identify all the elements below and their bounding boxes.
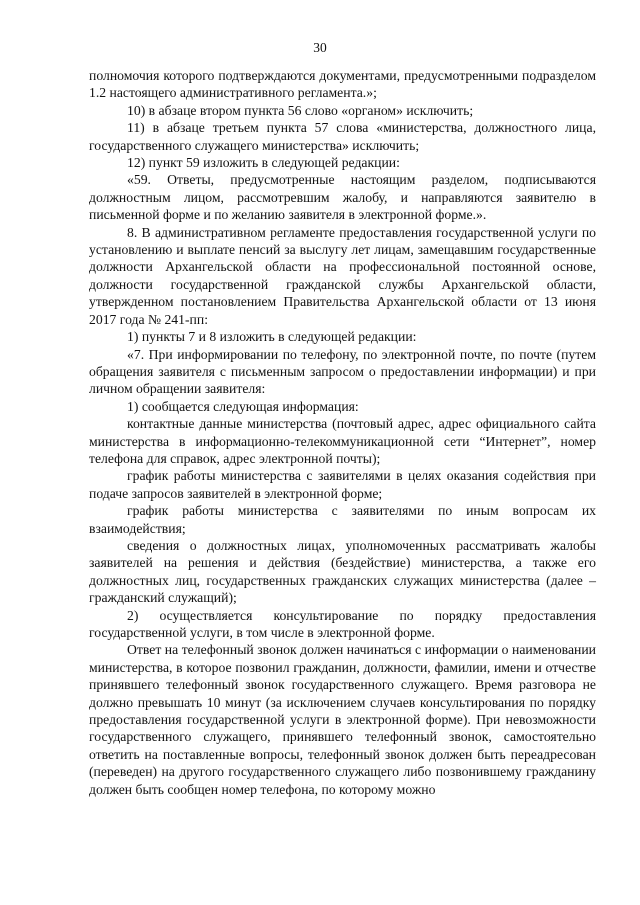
paragraph: «59. Ответы, предусмотренные настоящим разделом, подписываются должностным лицом, рассмотревшим жалобу, и направляются заявителю в письменной форме и по желанию заявителя в электронной форме.». xyxy=(89,172,596,223)
paragraph: сведения о должностных лицах, уполномоченных рассматривать жалобы заявителей на решения и действия (бездействие) министерства, а также его должностных лиц, государственных гражданских служащих министерства (далее – гражданский служащий); xyxy=(89,537,596,606)
paragraph: график работы министерства с заявителями в целях оказания содействия при подаче запросов заявителей в электронной форме; xyxy=(89,468,596,501)
paragraph: 1) сообщается следующая информация: xyxy=(127,398,359,414)
paragraph: контактные данные министерства (почтовый адрес, адрес официального сайта министерства в информационно-телекоммуникационной сети “Интернет”, номер телефона для справок, адрес электронной почты); xyxy=(89,416,596,466)
document-body xyxy=(89,67,596,798)
paragraph: «7. При информировании по телефону, по электронной почте, по почте (путем обращения заявителя с письменным запросом о предоставлении информации) и при личном обращении заявителя: xyxy=(89,346,596,397)
paragraph: 11) в абзаце третьем пункта 57 слова «министерства, должностного лица, государственного служащего министерства» исключить; xyxy=(89,120,596,153)
paragraph: 8. В административном регламенте предоставления государственной услуги по установлению и выплате пенсий за выслугу лет лицам, замещавшим государственные должности Архангельской области на профессиональной постоянной основе, должности государственной гражданской службы Архангельской области, утвержденном постановлением Правительства Архангельской области от 13 июня 2017 года № 241-пп: xyxy=(89,224,596,327)
paragraph: 2) осуществляется консультирование по порядку предоставления государственной услуги, в том числе в электронной форме. xyxy=(89,607,596,640)
paragraph: 10) в абзаце втором пункта 56 слово «органом» исключить; xyxy=(127,102,474,118)
paragraph: полномочия которого подтверждаются документами, предусмотренными подразделом 1.2 настоящего административного регламента.»; xyxy=(89,68,596,101)
paragraph: Ответ на телефонный звонок должен начинаться с информации о наименовании министерства, в которое позвонил гражданин, должности, фамилии, имени и отчестве принявшего телефонный звонок государственного служащего. Время разговора не должно превышать 10 минут (за исключением случаев консультирования по порядку предоставления государственной услуги в электронной форме). При невозможности государственного служащего, принявшего телефонный звонок, самостоятельно ответить на поставленные вопросы, телефонный звонок должен быть переадресован (переведен) на другого государственного служащего либо позвонившему гражданину должен быть сообщен номер телефона, по которому можно xyxy=(89,642,596,797)
page-number: 30 xyxy=(313,40,327,55)
paragraph: график работы министерства с заявителями по иным вопросам их взаимодействия; xyxy=(89,503,596,536)
paragraph: 1) пункты 7 и 8 изложить в следующей редакции: xyxy=(127,329,417,345)
paragraph: 12) пункт 59 изложить в следующей редакции: xyxy=(127,155,400,171)
